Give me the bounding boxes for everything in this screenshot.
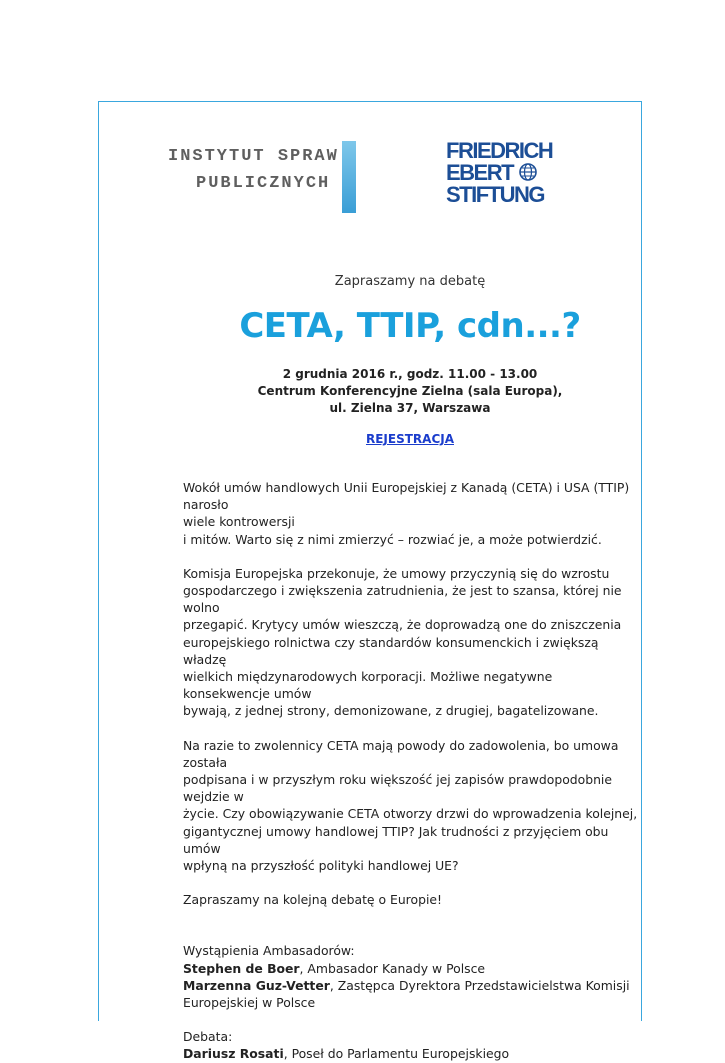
fes-logo-word-3: STIFTUNG (446, 182, 544, 207)
speaker-name: Marzenna Guz-Vetter (183, 977, 330, 993)
debater-role: , Poseł do Parlamentu Europejskiego (283, 1046, 510, 1062)
speaker-role: , Zastępca Dyrektora Przedstawicielstwa Komisji (329, 977, 630, 993)
paragraph-line: europejskiego rolnictwa czy standardów konsumenckich i zwiększą władzę (183, 634, 599, 667)
closing-line: Zapraszamy na kolejną debatę o Europie! (183, 892, 442, 908)
event-venue: Centrum Konferencyjne Zielna (sala Europa), (257, 384, 563, 398)
paragraph-line: Komisja Europejska przekonuje, że umowy przyczynią się do wzrostu (183, 565, 610, 581)
speaker-entry (183, 977, 638, 994)
fes-logo (446, 140, 566, 210)
speaker-role: , Ambasador Kanady w Polsce (299, 960, 486, 976)
paragraph-line: przegapić. Krytycy umów wieszczą, że doprowadzą one do zniszczenia (183, 617, 622, 633)
paragraph-line: życie. Czy obowiązywanie CETA otworzy drzwi do wprowadzenia kolejnej, (183, 806, 638, 822)
isp-logo (168, 141, 364, 213)
debater-entry (183, 1045, 638, 1062)
event-title: CETA, TTIP, cdn...? (239, 306, 581, 346)
speaker-entry (183, 960, 638, 977)
debate-heading: Debata: (183, 1029, 233, 1045)
paragraph-line: gospodarczego i zwiększenia zatrudnienia, że jest to szansa, której nie wolno (183, 583, 622, 616)
paragraph-line: wpłyną na przyszłość polityki handlowej UE? (183, 858, 459, 874)
event-details (180, 366, 640, 417)
speaker-name: Stephen de Boer (183, 960, 300, 976)
paragraph-line: bywają, z jednej strony, demonizowane, z drugiej, bagatelizowane. (183, 703, 599, 719)
isp-logo-line-2: PUBLICZNYCH (196, 174, 331, 193)
invite-text: Zapraszamy na debatę (334, 274, 486, 289)
speakers-heading: Wystąpienia Ambasadorów: (183, 943, 355, 959)
registration-link[interactable]: REJESTRACJA (365, 432, 454, 446)
fes-logo-word-2: EBERT (446, 160, 514, 185)
isp-logo-bar (342, 141, 356, 213)
event-address: ul. Zielna 37, Warszawa (329, 401, 491, 415)
globe-icon (518, 162, 538, 182)
paragraph-line: podpisana i w przyszłym roku większość jej zapisów prawdopodobnie wejdzie w (183, 772, 613, 805)
paragraph-line: gigantycznej umowy handlowej TTIP? Jak trudności z przyjęciem obu umów (183, 823, 609, 856)
isp-logo-line-1: INSTYTUT SPRAW (168, 147, 339, 166)
debater-name: Dariusz Rosati (183, 1046, 284, 1062)
paragraph-line: Wokół umów handlowych Unii Europejskiej z Kanadą (CETA) i USA (TTIP) narosło (183, 480, 630, 513)
speaker-role-continued: Europejskiej w Polsce (183, 995, 316, 1011)
event-date-time: 2 grudnia 2016 r., godz. 11.00 - 13.00 (282, 367, 538, 381)
paragraph-line: wiele kontrowersji (183, 514, 295, 530)
paragraph-line: wielkich międzynarodowych korporacji. Możliwe negatywne konsekwencje umów (183, 669, 553, 702)
paragraph-line: i mitów. Warto się z nimi zmierzyć – rozwiać je, a może potwierdzić. (183, 531, 602, 547)
fes-logo-word-1: FRIEDRICH (446, 138, 553, 163)
event-description (183, 479, 638, 1063)
paragraph-line: Na razie to zwolennicy CETA mają powody do zadowolenia, bo umowa została (183, 737, 619, 770)
